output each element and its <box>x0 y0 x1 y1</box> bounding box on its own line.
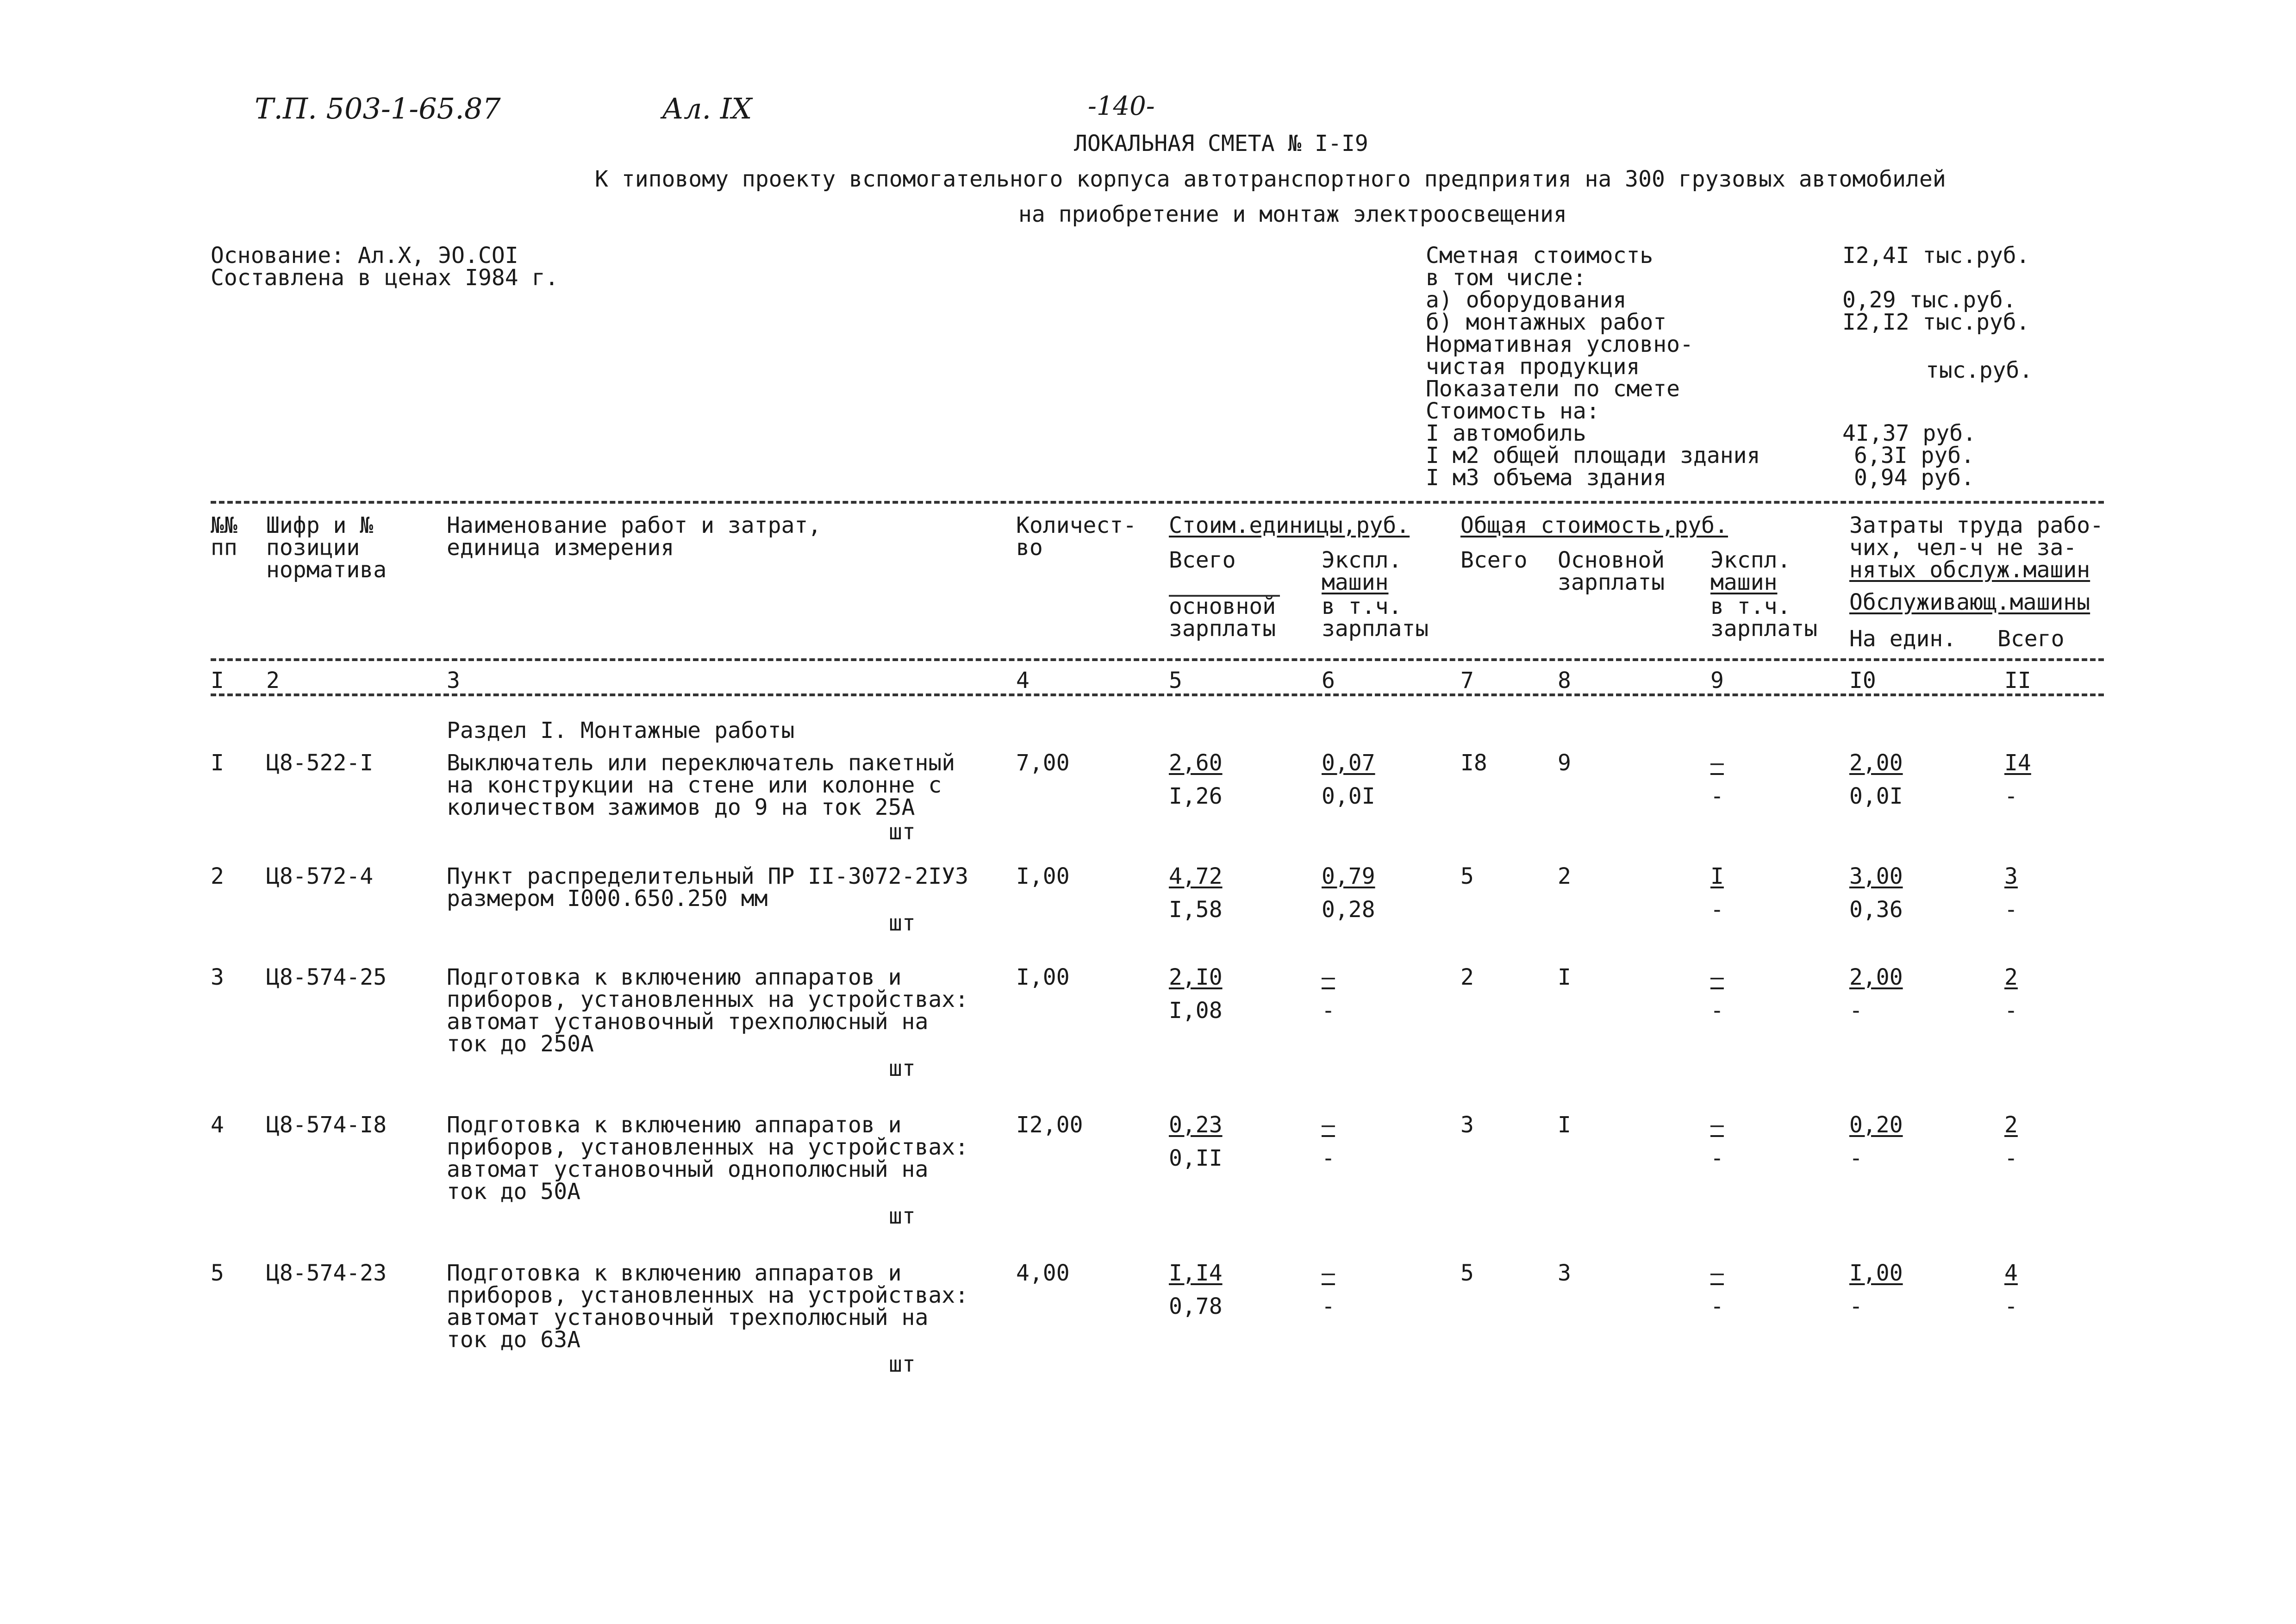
row-unit-wage: I,08 <box>1169 998 1223 1024</box>
summary-conditional-unit: тыс.руб. <box>1926 357 2033 383</box>
header-unit-base-wage: зарплаты <box>1169 616 1276 642</box>
header-labor-total: Всего <box>1997 626 2065 652</box>
row-name-line: Подготовка к включению аппаратов и <box>447 964 902 990</box>
row-name-line: ток до 63А <box>447 1327 580 1353</box>
row-total-mach-wage: - <box>1710 897 1724 923</box>
header-total-mach-wage: зарплаты <box>1710 616 1818 642</box>
summary-per-m2: 6,3I руб. <box>1854 443 1975 468</box>
row-labor-unit-mach: - <box>1849 1145 1863 1171</box>
row-unit-total: 2,I0 <box>1169 964 1223 990</box>
header-name: Наименование работ и затрат, <box>447 512 822 538</box>
header-labor: Затраты труда рабо- <box>1849 512 2104 538</box>
row-number: 5 <box>211 1260 224 1286</box>
row-name-line: ток до 250А <box>447 1031 594 1057</box>
row-mach: 0,07 <box>1322 750 1375 776</box>
document-purpose: на приобретение и монтаж электроосвещения <box>1018 201 1567 227</box>
table-header-rule <box>211 658 2104 661</box>
table-top-rule <box>211 501 2104 504</box>
summary-per-car: 4I,37 руб. <box>1842 420 1976 446</box>
header-qty: Количест- <box>1016 512 1137 538</box>
row-labor-unit-mach: - <box>1849 1293 1863 1319</box>
row-name-line: автомат установочный однополюсный на <box>447 1156 929 1182</box>
row-labor-unit: 2,00 <box>1849 964 1903 990</box>
header-unit-mach: машин <box>1322 569 1389 595</box>
row-labor-total: 4 <box>2004 1260 2018 1286</box>
row-unit-total: 0,23 <box>1169 1112 1223 1138</box>
row-total-mach: – <box>1710 1260 1724 1286</box>
row-mach: – <box>1322 1260 1335 1286</box>
header-num: пп <box>211 535 237 561</box>
row-unit-wage: 0,78 <box>1169 1293 1223 1319</box>
row-labor-unit-mach: 0,0I <box>1849 783 1903 809</box>
column-number: I0 <box>1849 668 1876 693</box>
header-unit-cost: Стоим.единицы,руб. <box>1169 512 1410 538</box>
row-code: Ц8-574-23 <box>266 1260 387 1286</box>
column-number: II <box>2004 668 2031 693</box>
row-code: Ц8-522-I <box>266 750 374 776</box>
row-name-line: Подготовка к включению аппаратов и <box>447 1112 902 1138</box>
row-base-wage: I <box>1558 1112 1571 1138</box>
album-number: Ал. IX <box>662 92 752 125</box>
row-mach: – <box>1322 964 1335 990</box>
row-unit-total: 2,60 <box>1169 750 1223 776</box>
header-total-base: Основной <box>1558 547 1665 573</box>
row-name-line: Пункт распределительный ПР II-3072-2IУ3 <box>447 863 969 889</box>
summary-equipment: 0,29 тыс.руб. <box>1842 287 2016 313</box>
row-name-line: Выключатель или переключатель пакетный <box>447 750 955 776</box>
basis-line: Основание: Ал.Х, ЭО.СОI <box>211 243 518 269</box>
row-name-line: автомат установочный трехполюсный на <box>447 1009 929 1035</box>
row-base-wage: 9 <box>1558 750 1571 776</box>
summary-label: б) монтажных работ <box>1426 309 1667 335</box>
summary-label: Показатели по смете <box>1426 376 1680 402</box>
document-title: ЛОКАЛЬНАЯ СМЕТА № I-I9 <box>1074 131 1368 156</box>
summary-label: чистая продукция <box>1426 354 1640 380</box>
row-base-wage: 3 <box>1558 1260 1571 1286</box>
row-total-mach-wage: - <box>1710 998 1724 1024</box>
row-total: I8 <box>1460 750 1487 776</box>
header-total-cost: Общая стоимость,руб. <box>1460 512 1728 538</box>
row-name-line: приборов, установленных на устройствах: <box>447 1134 969 1160</box>
row-labor-total-mach: - <box>2004 998 2018 1024</box>
header-qty: во <box>1016 535 1043 561</box>
header-num: №№ <box>211 512 237 538</box>
row-total-mach-wage: - <box>1710 1293 1724 1319</box>
row-number: 4 <box>211 1112 224 1138</box>
row-total: 3 <box>1460 1112 1474 1138</box>
row-labor-total-mach: - <box>2004 897 2018 923</box>
row-code: Ц8-574-I8 <box>266 1112 387 1138</box>
row-labor-total-mach: - <box>2004 1293 2018 1319</box>
summary-label: Нормативная условно- <box>1426 331 1693 357</box>
row-mach: 0,79 <box>1322 863 1375 889</box>
header-labor: нятых обслуж.машин <box>1849 557 2090 583</box>
row-unit-wage: 0,II <box>1169 1145 1223 1171</box>
row-quantity: I,00 <box>1016 964 1070 990</box>
header-unit-total: Всего <box>1169 547 1236 573</box>
summary-label: Стоимость на: <box>1426 398 1600 424</box>
summary-label: в том числе: <box>1426 265 1586 291</box>
column-number: 5 <box>1169 668 1182 693</box>
row-total: 2 <box>1460 964 1474 990</box>
row-code: Ц8-572-4 <box>266 863 374 889</box>
summary-label: Сметная стоимость <box>1426 243 1653 269</box>
row-total-mach: – <box>1710 1112 1724 1138</box>
row-total: 5 <box>1460 863 1474 889</box>
header-code: Шифр и № <box>266 512 374 538</box>
row-name-line: автомат установочный трехполюсный на <box>447 1305 929 1330</box>
header-code: позиции <box>266 535 360 561</box>
column-number: 4 <box>1016 668 1029 693</box>
row-quantity: 4,00 <box>1016 1260 1070 1286</box>
row-total-mach: – <box>1710 964 1724 990</box>
row-base-wage: 2 <box>1558 863 1571 889</box>
column-number: 3 <box>447 668 460 693</box>
row-unit-wage: I,26 <box>1169 783 1223 809</box>
row-labor-total: I4 <box>2004 750 2031 776</box>
row-name-line: Подготовка к включению аппаратов и <box>447 1260 902 1286</box>
row-mach-wage: - <box>1322 1293 1335 1319</box>
header-name: единица измерения <box>447 535 674 561</box>
header-labor-sub: Обслуживающ.машины <box>1849 589 2090 615</box>
row-unit-wage: I,58 <box>1169 897 1223 923</box>
row-total: 5 <box>1460 1260 1474 1286</box>
header-unit-mach-wage: в т.ч. <box>1322 593 1402 619</box>
header-unit-base-wage: основной <box>1169 593 1276 619</box>
summary-total: I2,4I тыс.руб. <box>1842 243 2030 269</box>
row-quantity: I2,00 <box>1016 1112 1083 1138</box>
header-total-mach: Экспл. <box>1710 547 1791 573</box>
row-total-mach: – <box>1710 750 1724 776</box>
summary-label: а) оборудования <box>1426 287 1627 313</box>
header-unit-mach: Экспл. <box>1322 547 1402 573</box>
page-number: -140- <box>1088 91 1155 121</box>
row-labor-unit-mach: 0,36 <box>1849 897 1903 923</box>
header-code: норматива <box>266 557 387 583</box>
summary-installation: I2,I2 тыс.руб. <box>1842 309 2030 335</box>
document-code: Т.П. 503-1-65.87 <box>255 92 501 125</box>
column-number: 9 <box>1710 668 1724 693</box>
row-mach: – <box>1322 1112 1335 1138</box>
summary-per-m3: 0,94 руб. <box>1854 465 1975 491</box>
row-unit: шт <box>889 819 916 845</box>
row-name-line: на конструкции на стене или колонне с <box>447 772 942 798</box>
row-total-mach-wage: - <box>1710 1145 1724 1171</box>
column-number: 6 <box>1322 668 1335 693</box>
row-unit: шт <box>889 1203 916 1229</box>
row-labor-unit-mach: - <box>1849 998 1863 1024</box>
row-mach-wage: 0,0I <box>1322 783 1375 809</box>
row-total-mach: I <box>1710 863 1724 889</box>
row-labor-unit: 2,00 <box>1849 750 1903 776</box>
row-quantity: I,00 <box>1016 863 1070 889</box>
header-total-all: Всего <box>1460 547 1528 573</box>
document-subtitle: К типовому проекту вспомогательного корпуса автотранспортного предприятия на 300 грузовых автомобилей <box>595 166 1946 192</box>
row-mach-wage: - <box>1322 1145 1335 1171</box>
price-level-line: Составлена в ценах I984 г. <box>211 265 559 291</box>
row-name-line: размером I000.650.250 мм <box>447 886 768 912</box>
row-unit: шт <box>889 910 916 936</box>
row-name-line: приборов, установленных на устройствах: <box>447 1282 969 1308</box>
column-number: 8 <box>1558 668 1571 693</box>
column-numbers-rule <box>211 693 2104 696</box>
row-name-line: ток до 50А <box>447 1179 580 1205</box>
row-code: Ц8-574-25 <box>266 964 387 990</box>
header-unit-mach-wage: зарплаты <box>1322 616 1429 642</box>
row-unit-total: 4,72 <box>1169 863 1223 889</box>
row-labor-total-mach: - <box>2004 783 2018 809</box>
row-quantity: 7,00 <box>1016 750 1070 776</box>
header-labor-unit: На един. <box>1849 626 1957 652</box>
header-total-mach-wage: в т.ч. <box>1710 593 1791 619</box>
header-total-mach: машин <box>1710 569 1778 595</box>
row-number: I <box>211 750 224 776</box>
row-base-wage: I <box>1558 964 1571 990</box>
column-number: 7 <box>1460 668 1474 693</box>
row-labor-total: 2 <box>2004 964 2018 990</box>
row-number: 3 <box>211 964 224 990</box>
row-mach-wage: - <box>1322 998 1335 1024</box>
summary-label: I автомобиль <box>1426 420 1586 446</box>
row-name-line: приборов, установленных на устройствах: <box>447 987 969 1012</box>
row-unit: шт <box>889 1351 916 1377</box>
row-total-mach-wage: - <box>1710 783 1724 809</box>
row-unit: шт <box>889 1056 916 1081</box>
section-title: Раздел I. Монтажные работы <box>447 718 795 743</box>
header-labor: чих, чел-ч не за- <box>1849 535 2077 561</box>
summary-label: I м3 объема здания <box>1426 465 1667 491</box>
row-name-line: количеством зажимов до 9 на ток 25А <box>447 794 915 820</box>
header-total-base: зарплаты <box>1558 569 1665 595</box>
row-labor-unit: 3,00 <box>1849 863 1903 889</box>
column-number: I <box>211 668 224 693</box>
row-unit-total: I,I4 <box>1169 1260 1223 1286</box>
row-number: 2 <box>211 863 224 889</box>
row-mach-wage: 0,28 <box>1322 897 1375 923</box>
row-labor-unit: I,00 <box>1849 1260 1903 1286</box>
row-labor-total-mach: - <box>2004 1145 2018 1171</box>
row-labor-total: 3 <box>2004 863 2018 889</box>
column-number: 2 <box>266 668 280 693</box>
row-labor-total: 2 <box>2004 1112 2018 1138</box>
row-labor-unit: 0,20 <box>1849 1112 1903 1138</box>
summary-label: I м2 общей площади здания <box>1426 443 1760 468</box>
